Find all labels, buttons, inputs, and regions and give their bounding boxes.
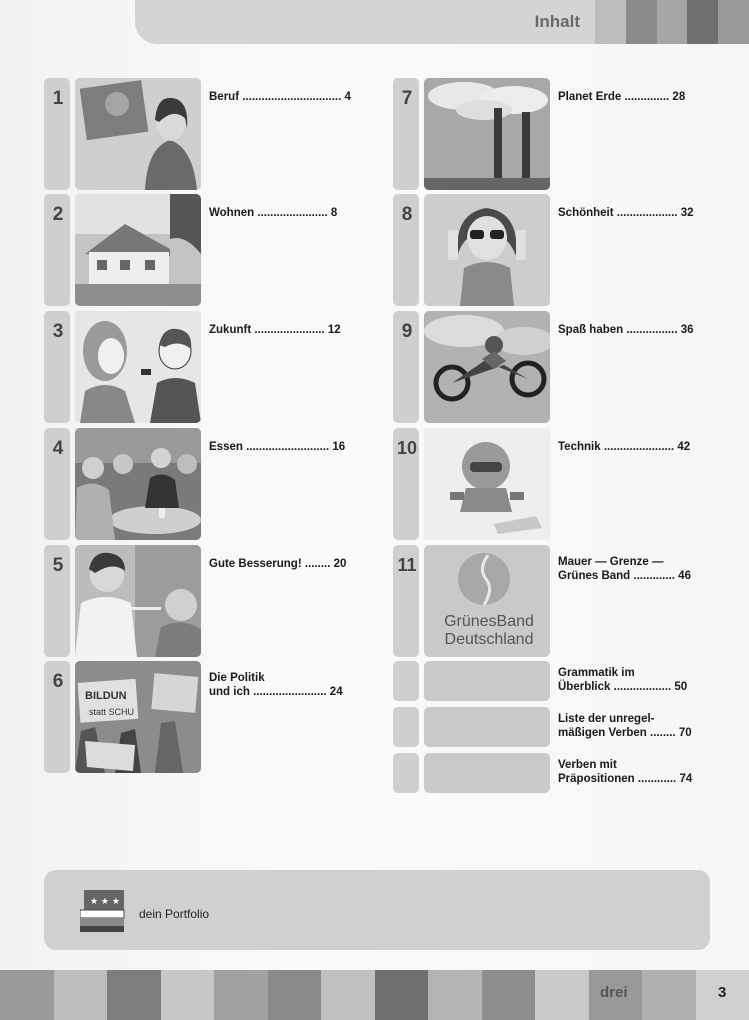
toc-entry-4[interactable]: [44, 428, 364, 540]
toc-entry-text: [209, 557, 369, 571]
toc-entry-text: [558, 666, 718, 694]
entry-title: Essen: [209, 441, 243, 453]
chapter-number: 10: [396, 438, 418, 458]
leader-dots: ......................: [254, 324, 325, 336]
toc-entry-10[interactable]: [393, 428, 713, 540]
leader-dots: ........: [650, 727, 676, 739]
toc-entry-text: [558, 323, 718, 337]
toc-entry-9[interactable]: [393, 311, 713, 423]
leader-dots: ..................: [613, 681, 672, 693]
toc-entry-11[interactable]: [393, 545, 713, 657]
entry-title: Präpositionen: [558, 773, 635, 785]
toc-entry-text: [209, 206, 369, 220]
chapter-number: 8: [401, 204, 413, 225]
entry-title: Überblick: [558, 681, 611, 693]
blank-box: [424, 753, 550, 793]
toc-entry-6[interactable]: [44, 661, 364, 773]
blank-box: [424, 661, 550, 701]
page-number: 20: [333, 558, 347, 570]
leader-dots: ................: [626, 324, 678, 336]
page-title: Inhalt: [534, 12, 580, 31]
chapter-number: 4: [52, 438, 64, 459]
gruenes-band-logo: [424, 545, 550, 657]
entry-title: Gute Besserung!: [209, 558, 302, 570]
entry-title: und ich: [209, 686, 250, 698]
house-photo: [75, 194, 201, 306]
entry-title: Beruf: [209, 91, 240, 103]
chapter-number: 1: [52, 88, 64, 109]
entry-title-line1: Die Politik: [209, 672, 265, 684]
chapter-number: 11: [397, 555, 417, 575]
toc-entry-text: [558, 90, 718, 104]
page-number: 70: [678, 727, 692, 739]
logo-text: [434, 613, 544, 649]
toc-entry-7[interactable]: [393, 78, 713, 190]
cafe-photo: [75, 428, 201, 540]
chapter-number: 2: [52, 204, 64, 225]
chimney-photo: [424, 78, 550, 190]
page-number: 8: [330, 207, 338, 219]
portfolio-label: dein Portfolio: [139, 907, 210, 921]
entry-title-line1: Verben mit: [558, 759, 617, 771]
entry-title-line1: Grammatik im: [558, 667, 635, 679]
entry-title: Grünes Band: [558, 570, 631, 582]
toc-entry-text: [558, 555, 718, 583]
entry-title: Wohnen: [209, 207, 255, 219]
portrait-photo: [75, 78, 201, 190]
page-number: 4: [344, 91, 351, 103]
leader-dots: .......................: [253, 686, 327, 698]
leader-dots: ......................: [257, 207, 328, 219]
page-number: 74: [679, 773, 693, 785]
leader-dots: ...................: [616, 207, 678, 219]
comic-illustration: [75, 311, 201, 423]
entry-title: mäßigen Verben: [558, 727, 647, 739]
toc-entry-verben-mit-praepositionen[interactable]: [393, 753, 713, 793]
portfolio-bar[interactable]: [44, 870, 710, 950]
svg-text:BILDUN: BILDUN: [85, 690, 127, 702]
chapter-number: 7: [401, 88, 413, 109]
toc-entry-3[interactable]: [44, 311, 364, 423]
entry-title: Spaß haben: [558, 324, 624, 336]
toc-entry-text: [558, 206, 718, 220]
toc-entry-grammatik[interactable]: [393, 661, 713, 701]
chapter-number: 6: [52, 671, 64, 692]
leader-dots: ........: [304, 558, 331, 570]
leader-dots: ...............................: [242, 91, 342, 103]
header-stripes: [595, 0, 749, 44]
toc-entry-5[interactable]: [44, 545, 364, 657]
chapter-tab: [393, 707, 419, 747]
entry-title-line1: Liste der unregel-: [558, 713, 655, 725]
page-number: 12: [327, 324, 341, 336]
toc-entry-1[interactable]: [44, 78, 364, 190]
protest-photo: [75, 661, 201, 773]
leader-dots: ..........................: [246, 441, 330, 453]
svg-text:statt SCHU: statt SCHU: [89, 707, 135, 717]
footer-page-word: drei: [600, 984, 628, 1001]
page-number: 24: [329, 686, 343, 698]
entry-title: Schönheit: [558, 207, 614, 219]
footer-page-number: 3: [718, 984, 727, 1001]
footer-stripes: [0, 970, 749, 1020]
svg-text:★ ★ ★: ★ ★ ★: [90, 897, 120, 907]
logo-line-2: Deutschland: [444, 631, 534, 648]
robot-illustration: [424, 428, 550, 540]
page-number: 32: [680, 207, 694, 219]
chapter-number: 9: [401, 321, 413, 342]
toc-entry-unregelmaessige-verben[interactable]: [393, 707, 713, 747]
motocross-photo: [424, 311, 550, 423]
chapter-tab: [393, 661, 419, 701]
toc-entry-text: [209, 90, 369, 104]
toc-entry-text: [558, 440, 718, 454]
chapter-number: 5: [52, 555, 64, 576]
page-number: 28: [672, 91, 686, 103]
page-number: 36: [680, 324, 694, 336]
entry-title: Planet Erde: [558, 91, 622, 103]
toc-entry-8[interactable]: [393, 194, 713, 306]
chapter-tab: [393, 753, 419, 793]
toc-entry-text: [209, 323, 369, 337]
doctor-photo: [75, 545, 201, 657]
leader-dots: .............: [633, 570, 675, 582]
entry-title: Technik: [558, 441, 601, 453]
chapter-number: 3: [52, 321, 64, 342]
leader-dots: ......................: [603, 441, 675, 453]
toc-entry-text: [209, 440, 369, 454]
entry-title-line1: Mauer — Grenze —: [558, 556, 664, 568]
girl-sunglasses-photo: [424, 194, 550, 306]
toc-entry-text: [209, 671, 369, 699]
eu-flag-icon: [80, 890, 128, 934]
page-number: 42: [677, 441, 691, 453]
toc-entry-2[interactable]: [44, 194, 364, 306]
page-number: 50: [674, 681, 688, 693]
blank-box: [424, 707, 550, 747]
page-number: 46: [678, 570, 691, 582]
leader-dots: ............: [637, 773, 677, 785]
toc-entry-text: [558, 712, 718, 740]
page-number: 16: [332, 441, 346, 453]
leader-dots: ..............: [624, 91, 670, 103]
entry-title: Zukunft: [209, 324, 252, 336]
logo-line-1: GrünesBand: [444, 613, 534, 630]
toc-entry-text: [558, 758, 718, 786]
